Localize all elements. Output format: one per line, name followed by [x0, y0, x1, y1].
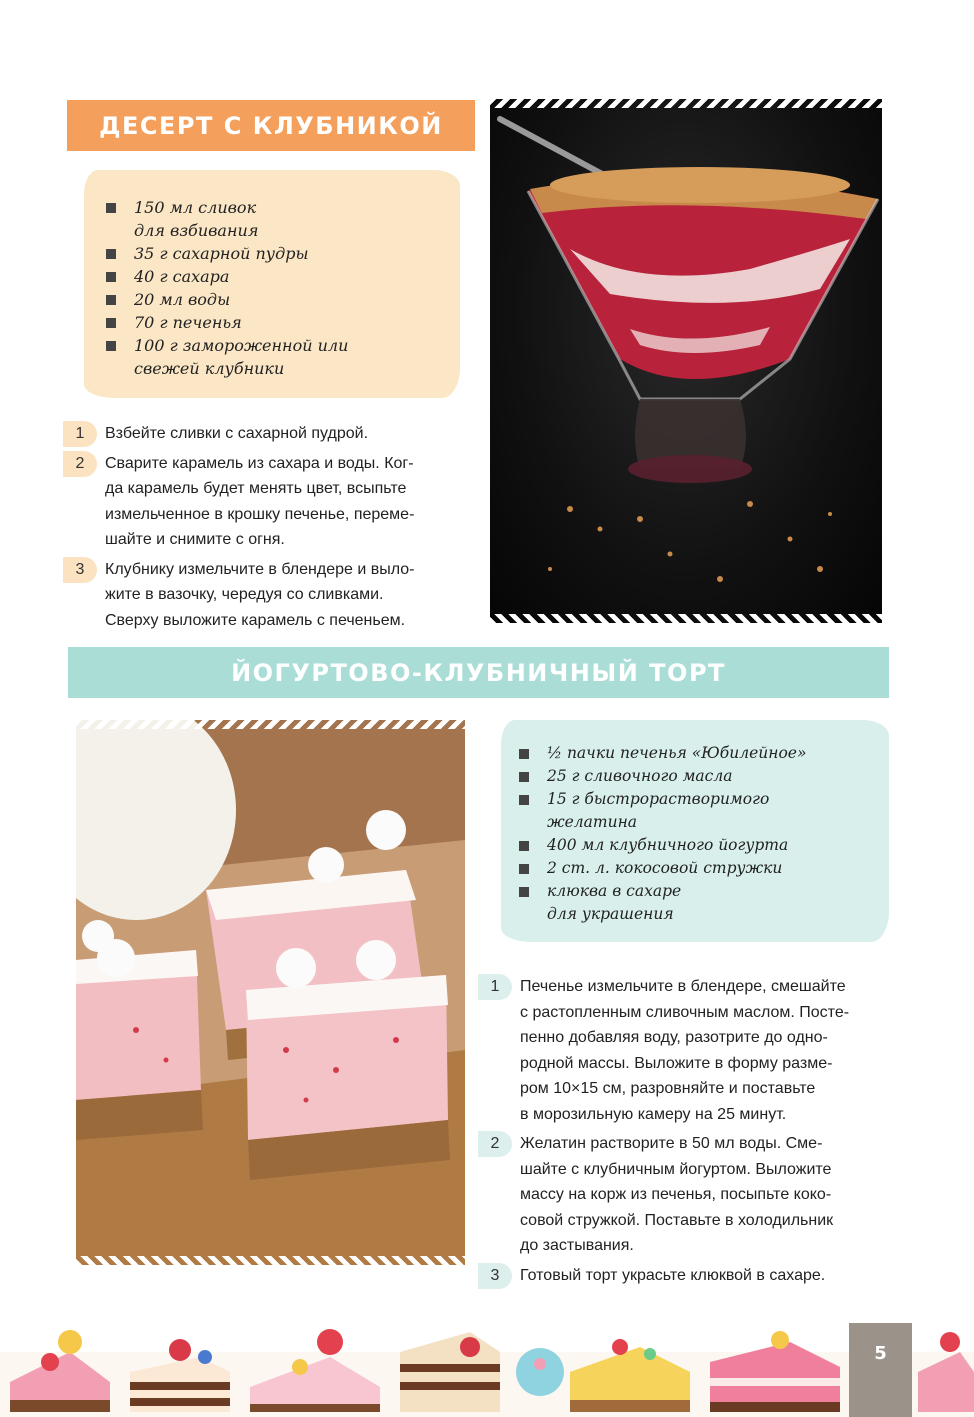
ingredient-text: 15 г быстрорастворимого: [547, 790, 770, 808]
bullet-icon: [106, 341, 116, 351]
ingredient-item: [106, 311, 456, 334]
ingredient-text-continued: желатина: [547, 813, 638, 831]
step-text: да карамель будет менять цвет, всыпьте: [105, 480, 407, 497]
ingredient-item: [106, 196, 456, 242]
ingredient-item: [106, 242, 456, 265]
step-item: [63, 451, 475, 553]
ingredient-text-continued: для взбивания: [134, 221, 259, 240]
ingredient-text: 400 мл клубничного йогурта: [547, 836, 789, 854]
recipe2-ingredients-list: [519, 742, 881, 926]
step-number: 3: [478, 1263, 512, 1289]
bullet-icon: [106, 318, 116, 328]
step-text: Печенье измельчите в блендере, смешайте: [520, 978, 846, 995]
yogurt-cake-illustration: [76, 720, 465, 1265]
recipe1-title: ДЕСЕРТ С КЛУБНИКОЙ: [67, 100, 475, 151]
dessert-glass-illustration: [490, 99, 882, 623]
zigzag-edge: [490, 99, 882, 108]
step-text: Сварите карамель из сахара и воды. Ког-: [105, 454, 414, 472]
recipe2-steps: [478, 974, 898, 1292]
step-text: родной массы. Выложите в форму разме-: [520, 1054, 833, 1072]
recipe2-title: ЙОГУРТОВО-КЛУБНИЧНЫЙ ТОРТ: [68, 647, 889, 698]
ingredient-item: [519, 765, 881, 788]
step-text: Взбейте сливки с сахарной пудрой.: [105, 425, 369, 442]
bullet-icon: [519, 749, 529, 759]
bullet-icon: [519, 864, 529, 874]
ingredient-text: 20 мл воды: [134, 290, 231, 309]
bullet-icon: [519, 841, 529, 851]
dessert-glass-photo: [490, 99, 882, 623]
ingredient-text: 70 г печенья: [134, 313, 242, 332]
zigzag-edge: [490, 614, 882, 623]
step-item: [478, 974, 898, 1127]
ingredient-item: [519, 857, 881, 880]
step-text: Сверху выложите карамель с печеньем.: [105, 611, 406, 629]
step-number: 1: [63, 421, 97, 447]
step-text: шайте с клубничным йогуртом. Выложите: [520, 1160, 832, 1178]
step-text: Готовый торт украсьте клюквой в сахаре.: [520, 1266, 826, 1284]
ingredient-text: 2 ст. л. кокосовой стружки: [547, 859, 783, 877]
step-text: Клубнику измельчите в блендере и выло-: [105, 560, 415, 578]
step-item: [63, 421, 475, 447]
step-item: [478, 1131, 898, 1259]
bullet-icon: [106, 203, 116, 213]
ingredient-text: 25 г сливочного масла: [547, 767, 733, 785]
ingredient-text: ½ пачки печенья «Юбилейное»: [547, 744, 807, 762]
ingredient-text: 150 мл сливок: [134, 198, 257, 217]
zigzag-edge: [76, 720, 465, 729]
page-number-tab: [849, 1323, 912, 1417]
ingredient-item: [519, 880, 881, 926]
step-text: шайте и снимите с огня.: [105, 531, 285, 548]
step-text: жите в вазочку, чередуя со сливками.: [105, 586, 384, 603]
step-text: ром 10×15 см, разровняйте и поставьте: [520, 1080, 816, 1097]
step-text: пенно добавляя воду, разотрите до одно-: [520, 1029, 828, 1046]
recipe1-steps: [63, 421, 475, 637]
ingredient-text-continued: для украшения: [547, 905, 674, 923]
bullet-icon: [106, 272, 116, 282]
sweets-footer-illustration: [0, 1312, 974, 1417]
step-text: совой стружкой. Поставьте в холодильник: [520, 1211, 834, 1229]
bullet-icon: [519, 772, 529, 782]
step-text: до застывания.: [520, 1237, 634, 1254]
ingredient-text-continued: свежей клубники: [134, 359, 285, 378]
step-text: массу на корж из печенья, посыпьте коко-: [520, 1186, 832, 1203]
ingredient-text: 100 г замороженной или: [134, 336, 349, 355]
step-item: [63, 557, 475, 634]
bullet-icon: [519, 795, 529, 805]
step-number: 1: [478, 974, 512, 1000]
step-number: 2: [478, 1131, 512, 1157]
page-number: 5: [874, 1343, 887, 1364]
ingredient-text: 40 г сахара: [134, 267, 230, 286]
zigzag-edge: [76, 1256, 465, 1265]
step-text: в морозильную камеру на 25 минут.: [520, 1105, 787, 1123]
step-text: Желатин растворите в 50 мл воды. Сме-: [520, 1135, 823, 1152]
recipe1-ingredients-list: [106, 196, 456, 380]
ingredient-item: [519, 834, 881, 857]
ingredient-item: [519, 788, 881, 834]
step-text: с растопленным сливочным маслом. Посте-: [520, 1003, 850, 1021]
bullet-icon: [106, 249, 116, 259]
ingredient-item: [106, 265, 456, 288]
ingredient-text: клюква в сахаре: [547, 882, 682, 900]
bullet-icon: [519, 887, 529, 897]
step-text: измельченное в крошку печенье, переме-: [105, 505, 415, 523]
step-number: 3: [63, 557, 97, 583]
ingredient-item: [106, 334, 456, 380]
step-number: 2: [63, 451, 97, 477]
ingredient-item: [519, 742, 881, 765]
yogurt-cake-photo: [76, 720, 465, 1265]
step-item: [478, 1263, 898, 1289]
ingredient-item: [106, 288, 456, 311]
ingredient-text: 35 г сахарной пудры: [134, 244, 309, 263]
bullet-icon: [106, 295, 116, 305]
